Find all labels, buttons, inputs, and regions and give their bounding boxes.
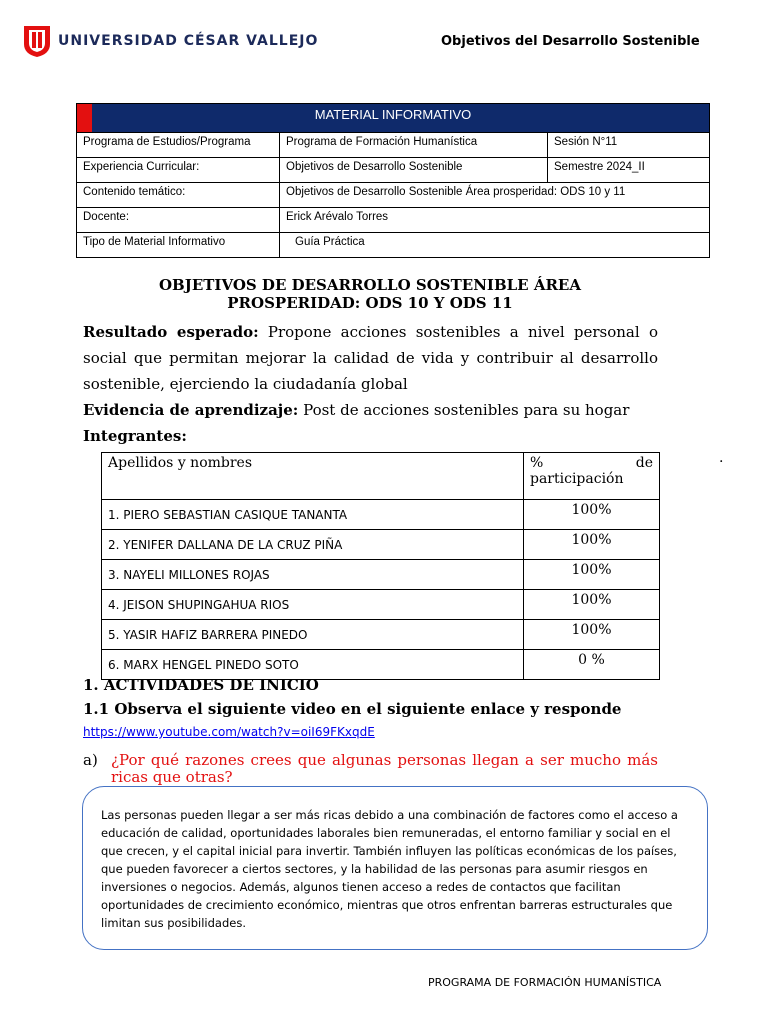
info-cell: Erick Arévalo Torres	[280, 208, 710, 233]
info-row	[77, 208, 710, 233]
document-title: OBJETIVOS DE DESARROLLO SOSTENIBLE ÁREA PROSPERIDAD: ODS 10 Y ODS 11	[158, 276, 581, 312]
table-row: 5. YASIR HAFIZ BARRERA PINEDO 100%	[102, 620, 660, 650]
section-heading: 1. ACTIVIDADES DE INICIO	[83, 676, 319, 694]
header-title: Objetivos del Desarrollo Sostenible	[441, 34, 700, 49]
table-row: 3. NAYELI MILLONES ROJAS 100%	[102, 560, 660, 590]
question-a	[83, 752, 658, 786]
integrantes-label: Integrantes:	[83, 427, 187, 445]
evidencia-aprendizaje: Evidencia de aprendizaje: Post de acciones sostenibles para su hogar	[83, 401, 630, 419]
stray-dot: .	[719, 450, 724, 466]
info-row	[77, 233, 710, 258]
info-cell: Tipo de Material Informativo	[77, 233, 280, 258]
resultado-esperado: Resultado esperado: Propone acciones sostenibles a nivel personal o social que permitan mejorar la calidad de vida y contribuir al desarrollo sostenible, ejerciendo la ciudadanía global	[83, 323, 658, 393]
table-row: 6. MARX HENGEL PINEDO SOTO 0 %	[102, 650, 660, 680]
info-table-heading: MATERIAL INFORMATIVO	[77, 104, 710, 133]
answer-text: Las personas pueden llegar a ser más ricas debido a una combinación de factores como el acceso a educación de calidad, oportunidades laborales bien remuneradas, el entorno familiar y social en el que crecen, y el capital inicial para invertir. También influyen las políticas económicas de los países, que pueden favorecer a ciertos sectores, y la habilidad de las personas para asumir riesgos en inversiones o negocios. Además, algunos tienen acceso a redes de contactos que facilitan oportunidades de crecimiento económico, mientras que otros enfrentan barreras estructurales que limitan sus posibilidades.	[101, 808, 678, 930]
course-info-table	[76, 103, 710, 258]
info-cell: Programa de Formación Humanística	[280, 133, 548, 158]
info-row	[77, 158, 710, 183]
info-cell: Objetivos de Desarrollo Sostenible	[280, 158, 548, 183]
subsection-heading: 1.1 Observa el siguiente video en el siguiente enlace y responde	[83, 700, 622, 718]
university-logo	[22, 24, 318, 58]
info-cell: Sesión N°11	[548, 133, 710, 158]
members-header-row	[102, 453, 660, 500]
table-row: 1. PIERO SEBASTIAN CASIQUE TANANTA 100%	[102, 500, 660, 530]
red-accent-bar	[77, 104, 92, 132]
info-cell: Contenido temático:	[77, 183, 280, 208]
table-row: 4. JEISON SHUPINGAHUA RIOS 100%	[102, 590, 660, 620]
info-cell: Semestre 2024_II	[548, 158, 710, 183]
question-text: ¿Por qué razones crees que algunas personas llegan a ser mucho más ricas que otras?	[111, 751, 658, 786]
info-row	[77, 133, 710, 158]
members-table	[101, 452, 660, 680]
video-link[interactable]: https://www.youtube.com/watch?v=oiI69FKxqdE	[83, 725, 375, 739]
info-cell: Experiencia Curricular:	[77, 158, 280, 183]
info-cell: Objetivos de Desarrollo Sostenible Área prosperidad: ODS 10 y 11	[280, 183, 710, 208]
info-cell: Docente:	[77, 208, 280, 233]
ucv-logo-icon	[22, 24, 52, 58]
university-name: UNIVERSIDAD CÉSAR VALLEJO	[58, 33, 319, 49]
question-letter: a)	[83, 751, 98, 769]
footer-program: PROGRAMA DE FORMACIÓN HUMANÍSTICA	[428, 976, 662, 989]
info-cell: Programa de Estudios/Programa	[77, 133, 280, 158]
table-row: 2. YENIFER DALLANA DE LA CRUZ PIÑA 100%	[102, 530, 660, 560]
info-cell: Guía Práctica	[280, 233, 710, 258]
header-participation: % de participación	[524, 453, 660, 500]
header-name: Apellidos y nombres	[102, 453, 524, 500]
info-row	[77, 183, 710, 208]
